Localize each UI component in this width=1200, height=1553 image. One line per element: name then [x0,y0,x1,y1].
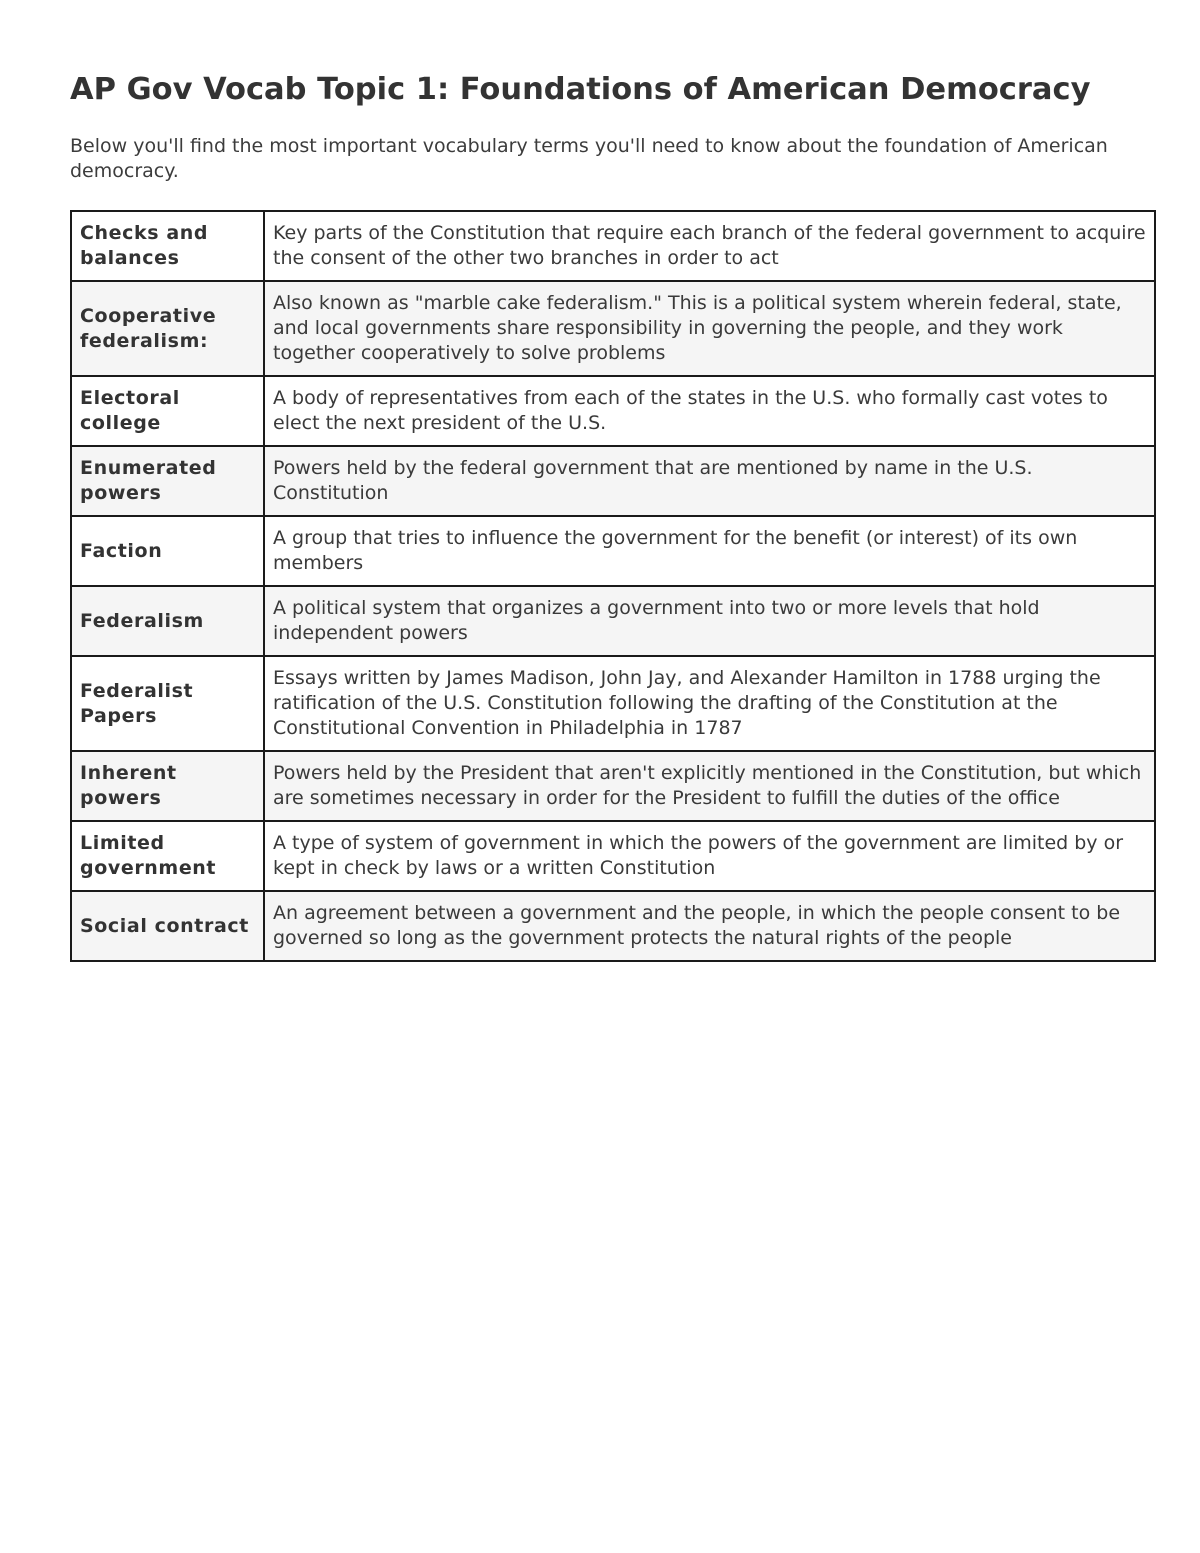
table-row [71,891,1155,961]
table-row [71,376,1155,446]
table-row [71,751,1155,821]
table-row [71,211,1155,281]
vocab-definition: Powers held by the President that aren't explicitly mentioned in the Constitution, but which are sometimes necessary in order for the President to fulfill the duties of the office [264,751,1155,821]
intro-paragraph: Below you'll find the most important vocabulary terms you'll need to know about the foundation of American democracy. [70,135,1108,182]
vocab-definition: Essays written by James Madison, John Jay, and Alexander Hamilton in 1788 urging the ratification of the U.S. Constitution following the drafting of the Constitution at the Constitutional Convention in Philadelphia in 1787 [264,656,1155,751]
vocab-definition: Also known as "marble cake federalism." This is a political system wherein federal, state, and local governments share responsibility in governing the people, and they work together cooperatively to solve problems [264,281,1155,376]
vocab-definition: An agreement between a government and the people, in which the people consent to be governed so long as the government protects the natural rights of the people [264,891,1155,961]
vocab-definition: A group that tries to influence the government for the benefit (or interest) of its own members [264,516,1155,586]
vocab-definition: Key parts of the Constitution that require each branch of the federal government to acquire the consent of the other two branches in order to act [264,211,1155,281]
vocab-definition: A body of representatives from each of the states in the U.S. who formally cast votes to elect the next president of the U.S. [264,376,1155,446]
vocab-table [70,210,1156,962]
table-row [71,586,1155,656]
table-row [71,656,1155,751]
vocab-term: Cooperative federalism: [71,281,264,376]
table-row [71,516,1155,586]
document-title: AP Gov Vocab Topic 1: Foundations of American Democracy [70,72,1091,107]
document-page [70,70,1156,962]
vocab-term: Inherent powers [71,751,264,821]
table-row [71,446,1155,516]
vocab-definition: Powers held by the federal government that are mentioned by name in the U.S. Constitution [264,446,1155,516]
vocab-term: Checks and balances [71,211,264,281]
table-row [71,281,1155,376]
vocab-term: Social contract [71,891,264,961]
vocab-term: Federalist Papers [71,656,264,751]
table-row [71,821,1155,891]
vocab-term: Enumerated powers [71,446,264,516]
vocab-term: Electoral college [71,376,264,446]
vocab-definition: A political system that organizes a government into two or more levels that hold independent powers [264,586,1155,656]
vocab-definition: A type of system of government in which the powers of the government are limited by or kept in check by laws or a written Constitution [264,821,1155,891]
vocab-term: Limited government [71,821,264,891]
vocab-term: Federalism [71,586,264,656]
vocab-term: Faction [71,516,264,586]
